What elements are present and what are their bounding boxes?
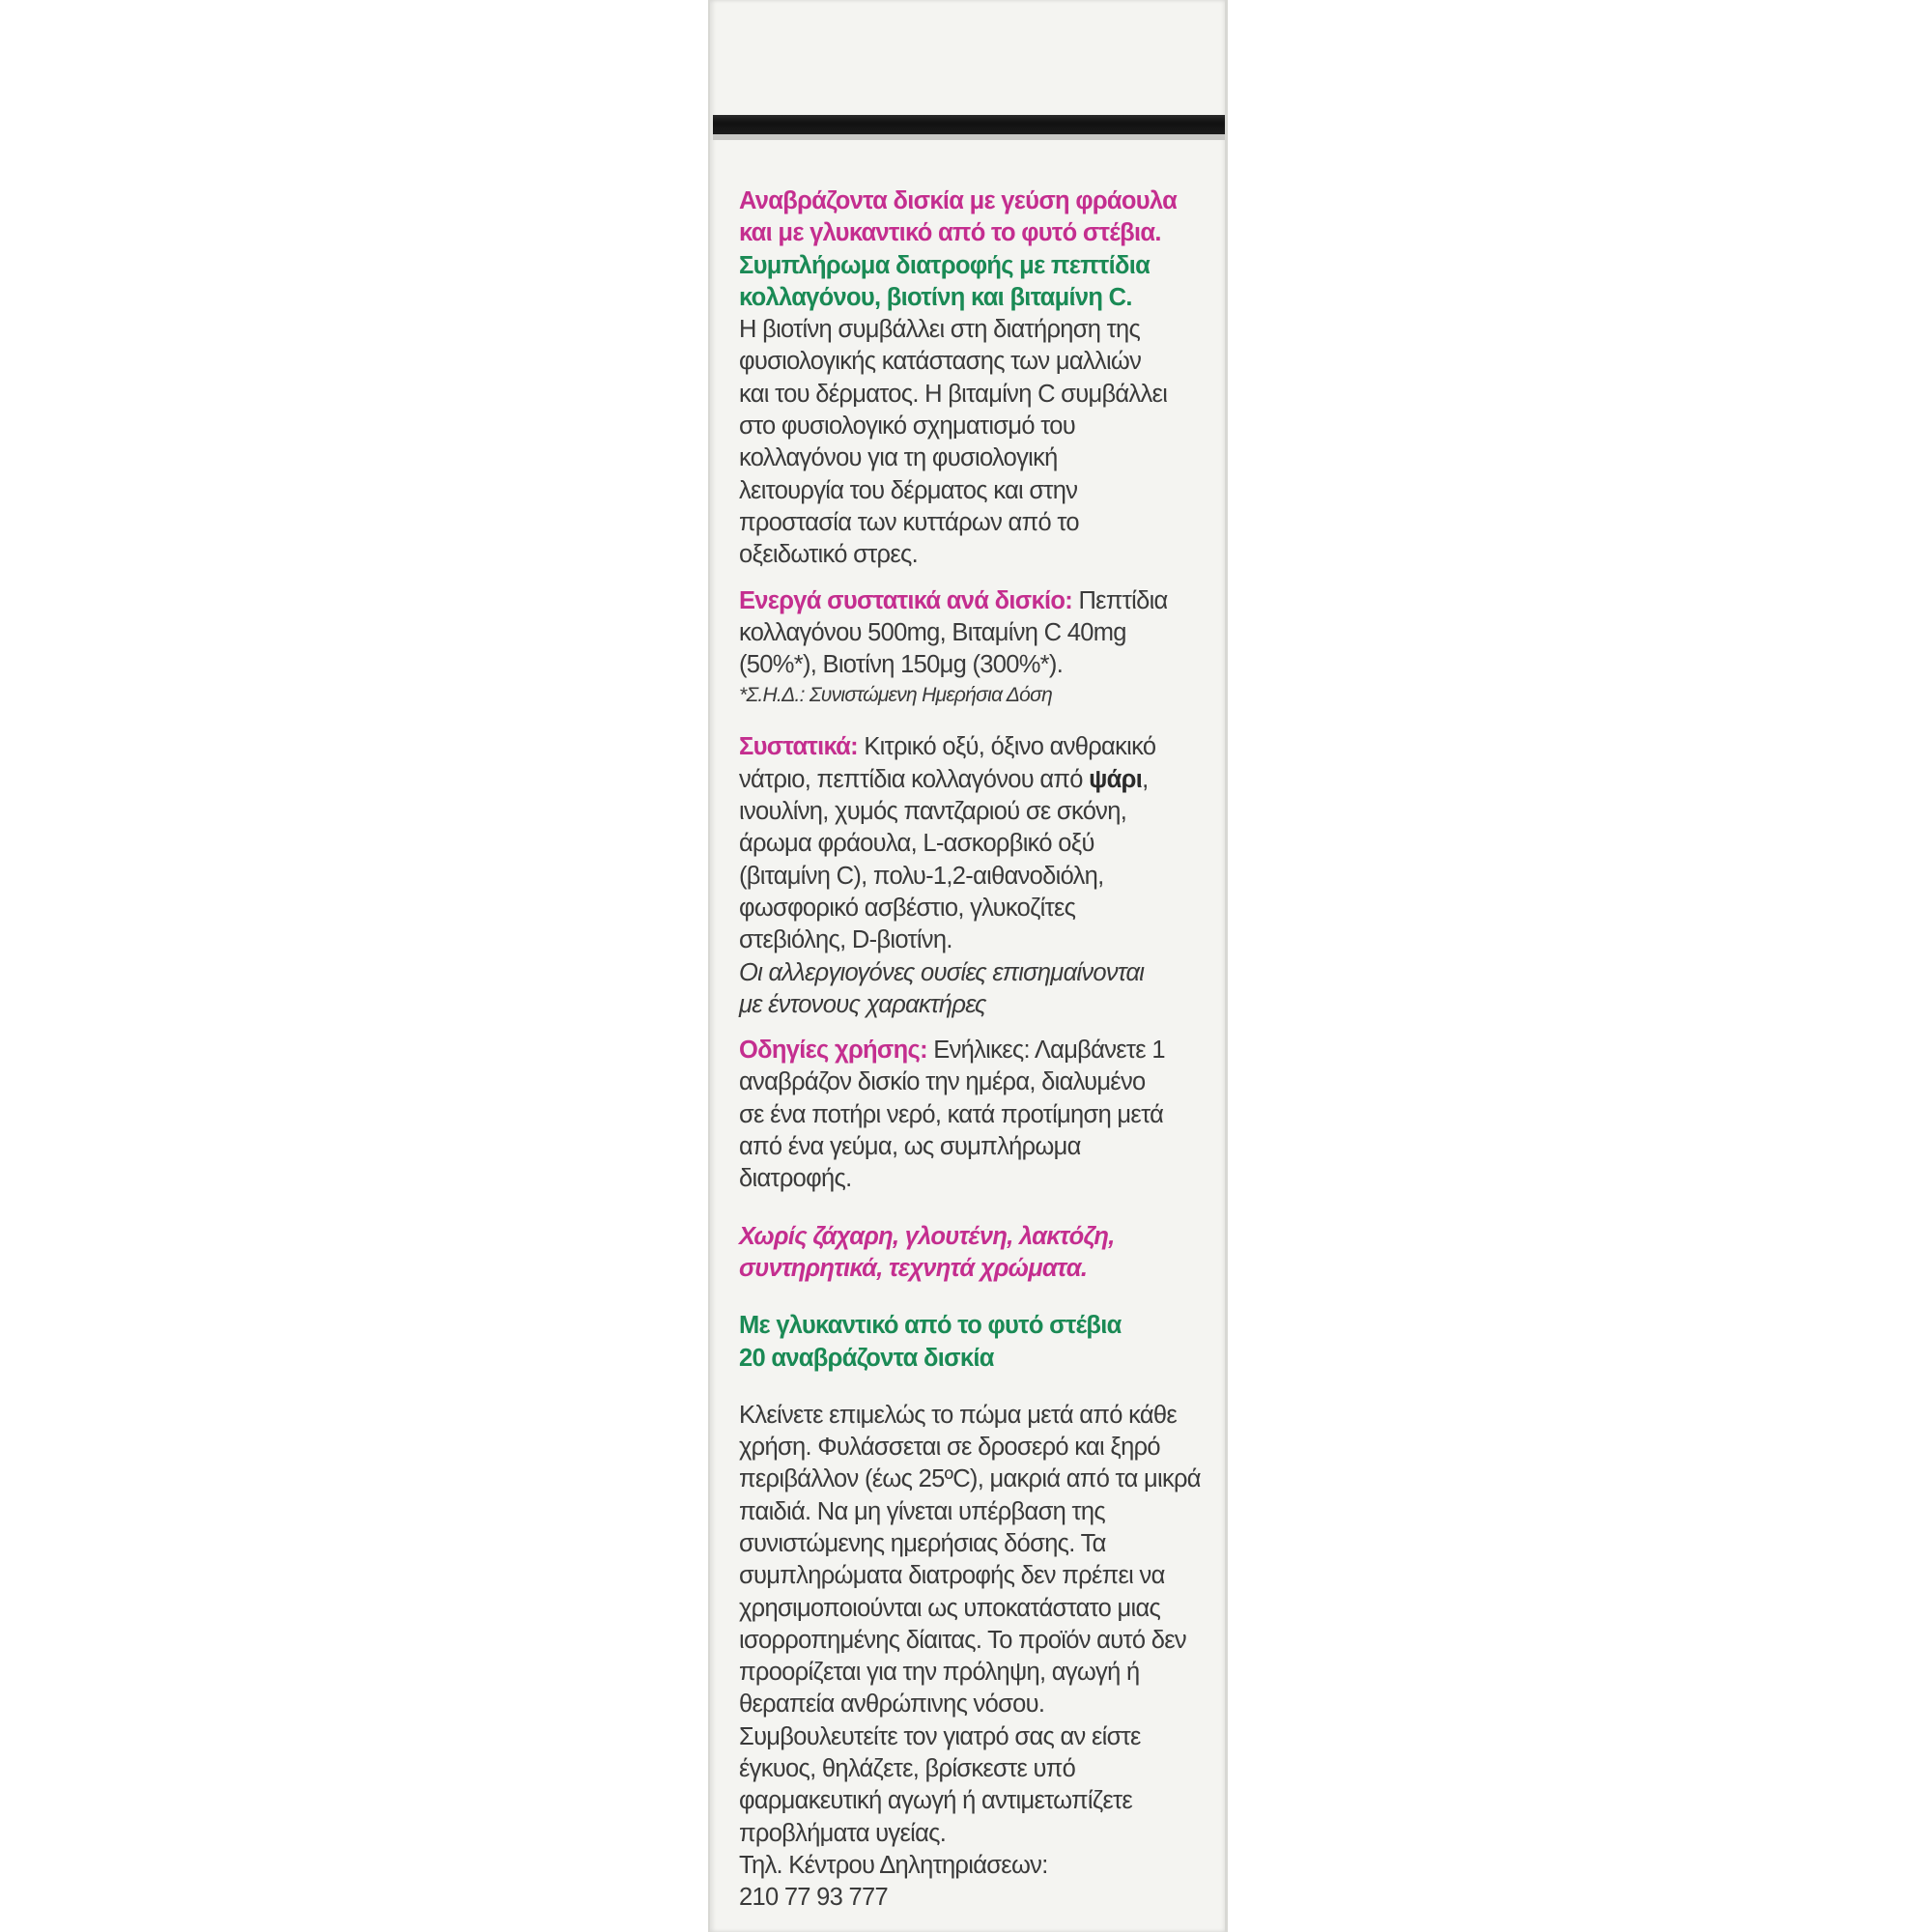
- warnings-line: Συμβουλευτείτε τον γιατρό σας αν είστε: [739, 1722, 1141, 1750]
- claims-line: οξειδωτικό στρες.: [739, 541, 918, 569]
- directions-first: Ενήλικες: Λαμβάνετε 1: [926, 1037, 1165, 1065]
- directions-line: διατροφής.: [739, 1165, 852, 1193]
- heading-pink-line: Αναβράζοντα δισκία με γεύση φράουλα: [739, 187, 1178, 214]
- claims-line: λειτουργία του δέρματος και στην: [739, 476, 1078, 504]
- allergen-note: Οι αλλεργιογόνες ουσίες επισημαίνονται: [739, 958, 1145, 986]
- ingredients-line: φωσφορικό ασβέστιο, γλυκοζίτες: [739, 894, 1076, 922]
- warnings-line: χρήση. Φυλάσσεται σε δροσερό και ξηρό: [739, 1434, 1160, 1462]
- allergen-fish: ψάρι: [1089, 765, 1143, 793]
- active-line: (50%*), Βιοτίνη 150μg (300%*).: [739, 651, 1064, 679]
- ingredients-line: (βιταμίνη C), πολυ-1,2-αιθανοδιόλη,: [739, 862, 1104, 890]
- ingredients-first: Κιτρικό οξύ, όξινο ανθρακικό: [857, 733, 1156, 761]
- heading-green: [739, 250, 1217, 315]
- directions: [739, 1035, 1217, 1195]
- warnings-line: έγκυος, θηλάζετε, βρίσκεστε υπό: [739, 1755, 1076, 1783]
- black-band: [713, 115, 1225, 134]
- claims-line: φυσιολογικής κατάστασης των μαλλιών: [739, 348, 1142, 376]
- warnings-line: θεραπεία ανθρώπινης νόσου.: [739, 1690, 1045, 1719]
- warnings: [739, 1400, 1217, 1915]
- heading-green-line: Συμπλήρωμα διατροφής με πεπτίδια: [739, 251, 1151, 279]
- poison-center-phone: 210 77 93 777: [739, 1884, 888, 1912]
- tablet-count: 20 αναβράζοντα δισκία: [739, 1344, 994, 1372]
- directions-line: σε ένα ποτήρι νερό, κατά προτίμηση μετά: [739, 1100, 1164, 1128]
- claims-line: Η βιοτίνη συμβάλλει στη διατήρηση της: [739, 316, 1141, 344]
- warnings-line: ισορροπημένης δίαιτας. Το προϊόν αυτό δεν: [739, 1626, 1186, 1654]
- directions-label: Οδηγίες χρήσης:: [739, 1037, 927, 1065]
- poison-center-label: Τηλ. Κέντρου Δηλητηριάσεων:: [739, 1851, 1048, 1879]
- label-text: [739, 185, 1217, 1915]
- warnings-line: περιβάλλον (έως 25ºC), μακριά από τα μικρά: [739, 1465, 1201, 1493]
- heading-green-line: κολλαγόνου, βιοτίνη και βιταμίνη C.: [739, 283, 1132, 311]
- rda-note: *Σ.Η.Δ.: Συνιστώμενη Ημερήσια Δόση: [739, 684, 1053, 707]
- warnings-line: Κλείνετε επιμελώς το πώμα μετά από κάθε: [739, 1401, 1178, 1429]
- band-shadow: [713, 134, 1225, 140]
- sweetener-line: Με γλυκαντικό από το φυτό στέβια: [739, 1312, 1122, 1340]
- directions-line: από ένα γεύμα, ως συμπλήρωμα: [739, 1133, 1081, 1161]
- active-line: κολλαγόνου 500mg, Βιταμίνη C 40mg: [739, 618, 1126, 646]
- health-claims: [739, 314, 1217, 571]
- ingredients-line: άρωμα φράουλα, L-ασκορβικό οξύ: [739, 830, 1094, 858]
- active-ingredients: [739, 585, 1217, 711]
- heading-pink: [739, 185, 1217, 250]
- warnings-line: συνιστώμενης ημερήσιας δόσης. Τα: [739, 1529, 1106, 1557]
- active-label: Ενεργά συστατικά ανά δισκίο:: [739, 586, 1073, 614]
- warnings-line: χρησιμοποιούνται ως υποκατάστατο μιας: [739, 1594, 1161, 1622]
- allergen-note: με έντονους χαρακτήρες: [739, 990, 986, 1018]
- box-edge-right: [1225, 0, 1228, 1932]
- active-first: Πεπτίδια: [1072, 586, 1168, 614]
- heading-pink-line: και με γλυκαντικό από το φυτό στέβια.: [739, 219, 1161, 247]
- free-from-line: Χωρίς ζάχαρη, γλουτένη, λακτόζη,: [739, 1222, 1115, 1250]
- warnings-line: προορίζεται για την πρόληψη, αγωγή ή: [739, 1659, 1140, 1687]
- claims-line: προστασία των κυττάρων από το: [739, 508, 1079, 536]
- ingredients-comma: ,: [1142, 765, 1149, 793]
- claims-line: κολλαγόνου για τη φυσιολογική: [739, 444, 1058, 472]
- ingredients-line: νάτριο, πεπτίδια κολλαγόνου από: [739, 765, 1090, 793]
- ingredients-line: ινουλίνη, χυμός παντζαριού σε σκόνη,: [739, 798, 1127, 826]
- warnings-line: προβλήματα υγείας.: [739, 1819, 947, 1847]
- warnings-line: συμπληρώματα διατροφής δεν πρέπει να: [739, 1562, 1165, 1590]
- ingredients: [739, 731, 1217, 1021]
- free-from-line: συντηρητικά, τεχνητά χρώματα.: [739, 1254, 1088, 1282]
- directions-line: αναβράζον δισκίο την ημέρα, διαλυμένο: [739, 1068, 1146, 1096]
- free-from: [739, 1221, 1217, 1286]
- claims-line: στο φυσιολογικό σχηματισμό του: [739, 412, 1075, 440]
- ingredients-label: Συστατικά:: [739, 733, 858, 761]
- sweetener-info: [739, 1310, 1217, 1375]
- ingredients-line: στεβιόλης, D-βιοτίνη.: [739, 926, 952, 954]
- warnings-line: παιδιά. Να μη γίνεται υπέρβαση της: [739, 1497, 1105, 1525]
- claims-line: και του δέρματος. Η βιταμίνη C συμβάλλει: [739, 380, 1168, 408]
- warnings-line: φαρμακευτική αγωγή ή αντιμετωπίζετε: [739, 1787, 1133, 1815]
